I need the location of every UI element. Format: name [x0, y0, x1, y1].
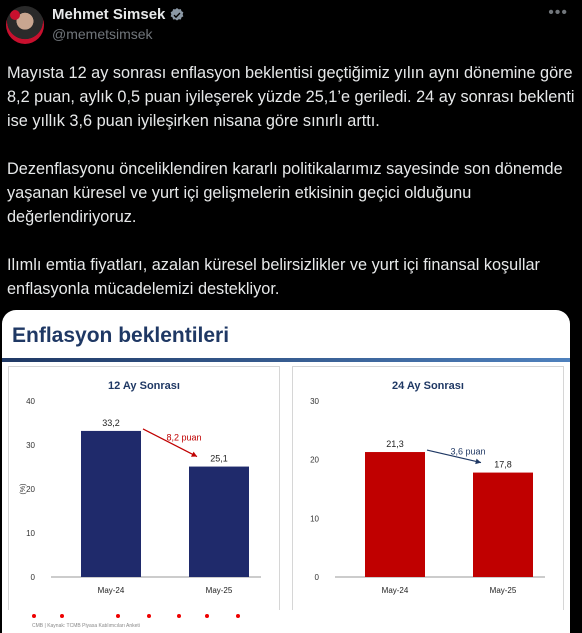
- logo-dot: [205, 614, 209, 618]
- tweet-paragraph: Mayısta 12 ay sonrası enflasyon beklentisi geçtiğimiz yılın aynı dönemine göre 8,2 puan, aylık 0,5 puan iyileşerek yüzde 25,1’e geriledi. 24 ay sonrası beklenti ise yıllık 3,6 puan iyileşirken nisana göre sınırlı arttı.: [7, 64, 575, 130]
- arrow-head: [475, 459, 481, 465]
- x-tick-label: May-24: [97, 586, 125, 595]
- bar-may-24: [81, 431, 141, 577]
- source-note: CMB | Kaynak: TCMB Piyasa Katılımcıları Anketi: [32, 623, 140, 629]
- y-tick-label: 20: [26, 485, 35, 494]
- flag-icon: [10, 10, 20, 20]
- y-tick-label: 0: [314, 573, 319, 582]
- logo-dot: [147, 614, 151, 618]
- tweet-paragraph: Ilımlı emtia fiyatları, azalan küresel belirsizlikler ve yurt içi finansal koşullar enflasyonla mücadelemizi destekliyor.: [7, 256, 540, 298]
- x-tick-label: May-24: [381, 586, 409, 595]
- x-tick-label: May-25: [205, 586, 233, 595]
- logo-dot: [236, 614, 240, 618]
- y-tick-label: 30: [26, 441, 35, 450]
- title-divider: [2, 358, 570, 362]
- change-annotation: 8,2 puan: [166, 432, 202, 443]
- verified-badge-icon: [169, 7, 185, 23]
- change-annotation: 3,6 puan: [450, 446, 486, 457]
- bar-may-24: [365, 452, 425, 577]
- logo-dot: [60, 614, 64, 618]
- author-name-text[interactable]: Mehmet Simsek: [52, 6, 166, 23]
- chart-panel-12m: [8, 366, 280, 616]
- y-tick-label: 40: [26, 397, 35, 406]
- logo-dot: [32, 614, 36, 618]
- data-label: 25,1: [210, 453, 228, 464]
- data-label: 21,3: [386, 439, 404, 450]
- bar-may-25: [473, 473, 533, 577]
- data-label: 17,8: [494, 459, 512, 470]
- y-axis-label: (%): [20, 483, 27, 495]
- chart-24-ay: [293, 367, 563, 615]
- author-handle[interactable]: @memetsimsek: [52, 26, 153, 42]
- footer-strip: [2, 610, 570, 633]
- logo-dot: [116, 614, 120, 618]
- bar-may-25: [189, 467, 249, 577]
- chart-panel-24m: [292, 366, 564, 616]
- y-tick-label: 20: [310, 455, 319, 465]
- y-tick-label: 10: [26, 529, 35, 538]
- avatar[interactable]: [6, 6, 44, 44]
- tweet-paragraph: Dezenflasyonu önceliklendiren kararlı politikalarımız sayesinde son dönemde yaşanan küresel ve yurt içi gelişmelerin etkisinin geçici olduğunu değerlendiriyoruz.: [7, 160, 563, 226]
- chart-title: 12 Ay Sonrası: [108, 380, 180, 392]
- y-tick-label: 10: [310, 514, 319, 524]
- chart-12-ay: [9, 367, 279, 615]
- x-tick-label: May-25: [489, 586, 517, 595]
- attached-image[interactable]: [2, 310, 570, 633]
- author-name[interactable]: [52, 6, 185, 23]
- y-tick-label: 30: [310, 397, 319, 406]
- y-tick-label: 0: [30, 573, 35, 582]
- chart-title: 24 Ay Sonrası: [392, 380, 464, 392]
- tweet-header: [0, 0, 582, 50]
- logo-dot: [177, 614, 181, 618]
- more-options-icon[interactable]: •••: [548, 4, 568, 21]
- data-label: 33,2: [102, 417, 120, 428]
- card-title: Enflasyon beklentileri: [12, 324, 230, 347]
- tweet-text: [7, 61, 575, 325]
